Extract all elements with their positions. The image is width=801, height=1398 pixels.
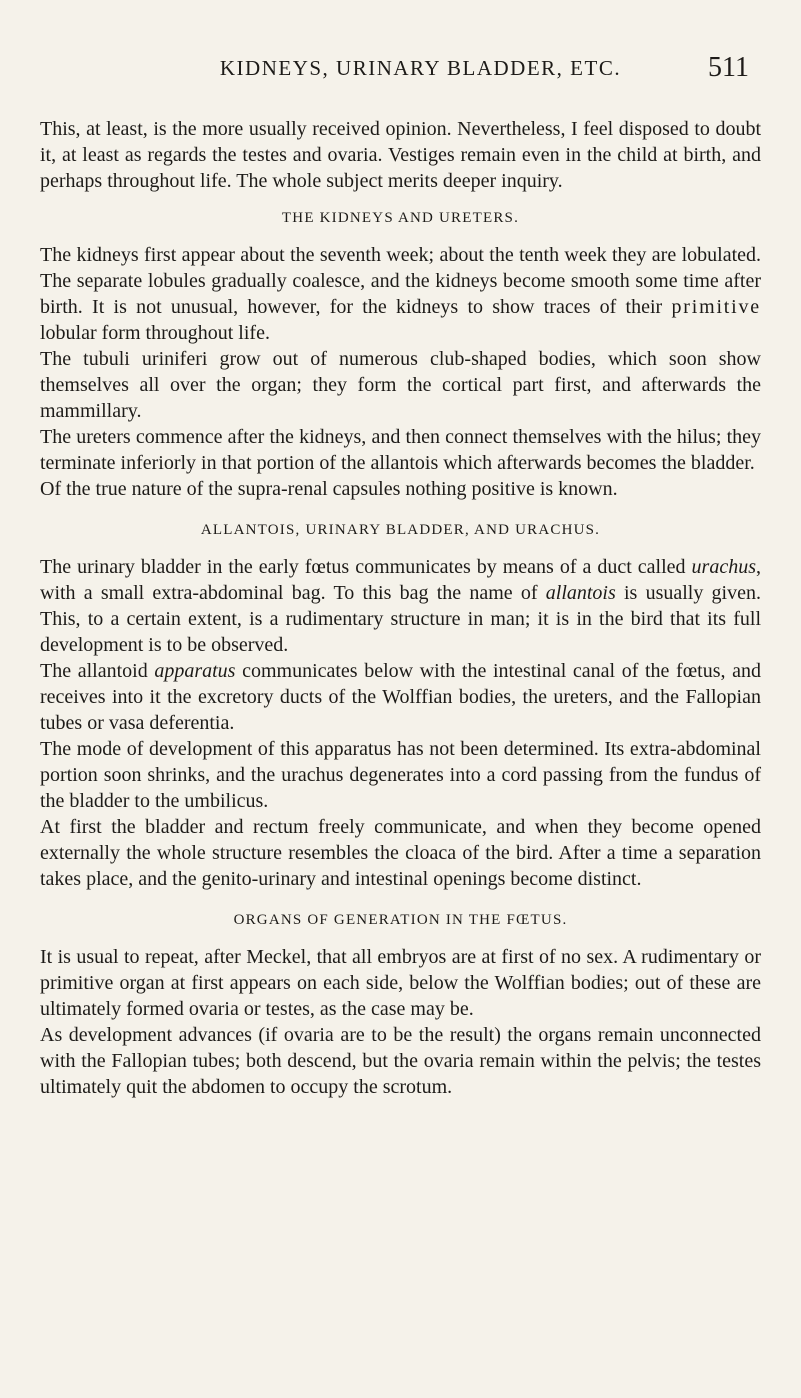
allantois-p1-text-b: , with a small extra-abdominal bag. To this bag the name of <box>40 556 761 604</box>
kidneys-p1-text-b: lobular form throughout life. <box>40 322 270 344</box>
page-number: 511 <box>708 52 749 83</box>
kidneys-paragraph-3: The ureters commence after the kidneys, and then connect themselves with the hilus; they terminate inferiorly in that portion of the allantois which afterwards becomes the bladder. <box>40 426 761 474</box>
section-heading-generation: ORGANS OF GENERATION IN THE FŒTUS. <box>233 912 568 928</box>
generation-paragraph-1: It is usual to repeat, after Meckel, that all embryos are at first of no sex. A rudimentary or primitive organ at first appears on each side, below the Wolffian bodies; out of these are ultimately formed ovaria or testes, as the case may be. <box>40 946 761 1020</box>
kidneys-p1-text-a: The kidneys first appear about the seventh week; about the tenth week they are lobulated. The separate lobules gradually coalesce, and the kidneys become smooth some time after birth. It is not unusual, however, for the kidneys to show traces of their <box>40 244 761 318</box>
section-heading-allantois: ALLANTOIS, URINARY BLADDER, AND URACHUS. <box>200 522 601 538</box>
kidneys-paragraph-2: The tubuli uriniferi grow out of numerous club-shaped bodies, which soon show themselves all over the organ; they form the cortical part first, and afterwards the mammillary. <box>40 348 761 422</box>
allantois-p2-text-b: communicates below with the intestinal canal of the fœtus, and receives into it the excretory ducts of the Wolffian bodies, the ureters, and the Fallopian tubes or vasa deferentia. <box>40 660 761 734</box>
allantois-p1-italic-urachus: urachus <box>691 556 756 578</box>
running-title: KIDNEYS, URINARY BLADDER, ETC. <box>219 56 622 80</box>
allantois-paragraph-4: At first the bladder and rectum freely communicate, and when they become opened externally the whole structure resembles the cloaca of the bird. After a time a separation takes place, and the genito-urinary and intestinal openings become distinct. <box>40 816 761 890</box>
generation-paragraph-2: As development advances (if ovaria are to be the result) the organs remain unconnected with the Fallopian tubes; both descend, but the ovaria remain within the pelvis; the testes ultimately quit the abdomen to occupy the scrotum. <box>40 1024 761 1098</box>
allantois-p2-text-a: The allantoid <box>40 660 155 682</box>
allantois-paragraph-1 <box>40 554 761 658</box>
allantois-p1-text-c: is usually given. This, to a certain extent, is a rudimentary structure in man; it is in the bird that its full development is to be observed. <box>40 582 761 656</box>
allantois-p2-italic-apparatus: apparatus <box>154 660 236 682</box>
allantois-paragraph-3: The mode of development of this apparatus has not been determined. Its extra-abdominal portion soon shrinks, and the urachus degenerates into a cord passing from the fundus of the bladder to the umbilicus. <box>40 738 761 812</box>
running-head <box>0 52 801 92</box>
allantois-paragraph-2 <box>40 658 761 736</box>
body-text <box>40 116 761 1100</box>
allantois-p1-italic-allantois: allantois <box>545 582 616 604</box>
allantois-p1-text-a: The urinary bladder in the early fœtus communicates by means of a duct called <box>40 556 692 578</box>
opening-paragraph: This, at least, is the more usually received opinion. Nevertheless, I feel disposed to doubt it, at least as regards the testes and ovaria. Vestiges remain even in the child at birth, and perhaps throughout life. The whole subject merits deeper inquiry. <box>40 118 761 192</box>
section-heading-kidneys: THE KIDNEYS AND URETERS. <box>281 210 520 226</box>
kidneys-paragraph-1 <box>40 242 761 346</box>
kidneys-paragraph-4: Of the true nature of the supra-renal capsules nothing positive is known. <box>40 478 618 500</box>
kidneys-p1-spaced-word: primitive <box>671 296 761 318</box>
